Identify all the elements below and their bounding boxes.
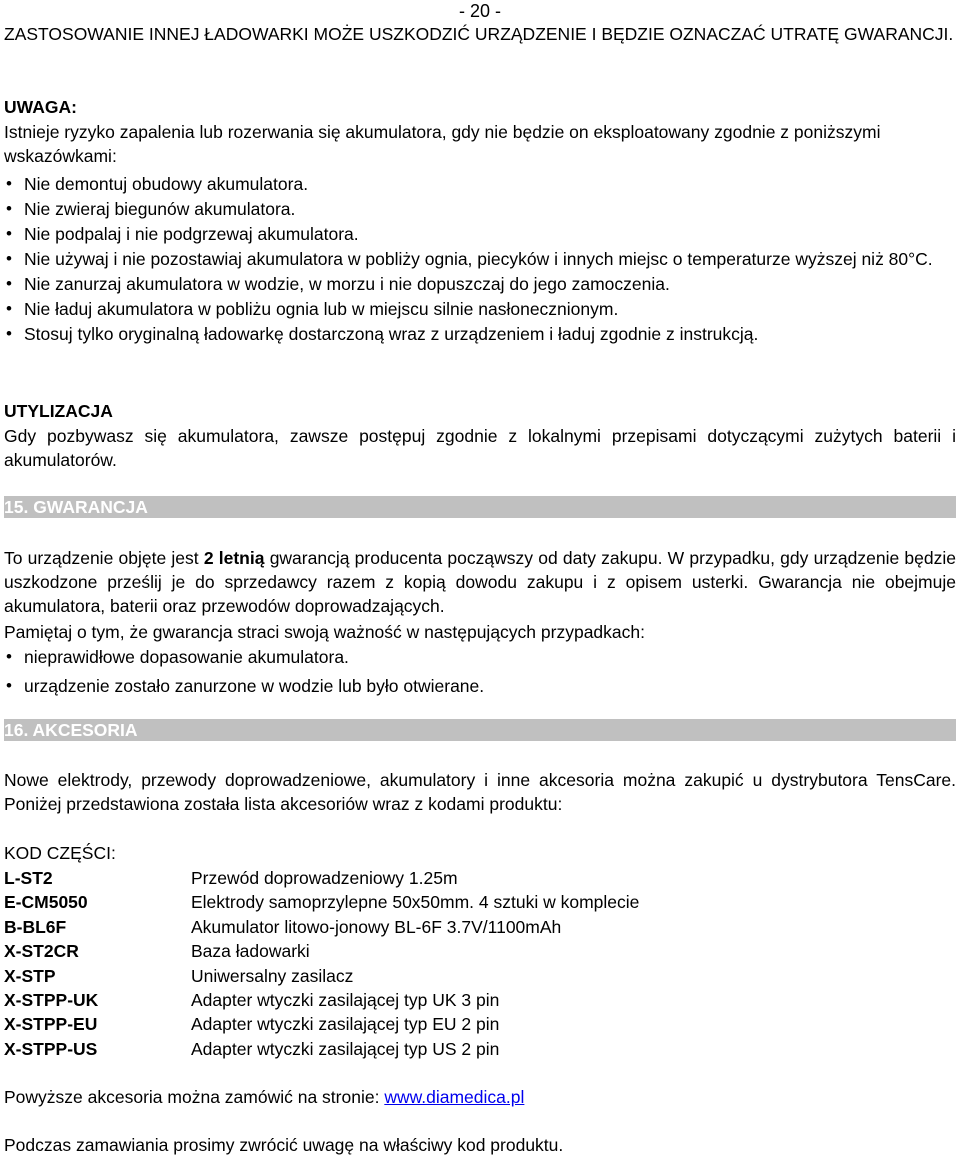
part-code: L-ST2 <box>4 868 53 888</box>
part-code: X-STPP-US <box>4 1038 98 1059</box>
part-code-label: KOD CZĘŚCI: <box>4 843 116 863</box>
accessories-text: Nowe elektrody, przewody doprowadzeniowe, akumulatory i inne akcesoria można zakupić u dystrybutora TensCare. Poniżej przedstawiona została lista akcesoriów wraz z kodami produktu: <box>4 770 956 814</box>
disposal-heading: UTYLIZACJA <box>4 401 113 421</box>
order-info <box>4 1085 956 1109</box>
warranty-list <box>4 645 956 698</box>
charger-warning: ZASTOSOWANIE INNEJ ŁADOWARKI MOŻE USZKODZIĆ URZĄDZENIE I BĘDZIE OZNACZAĆ UTRATĘ GWARANCJI. <box>4 24 954 44</box>
disposal-text: Gdy pozbywasz się akumulatora, zawsze postępuj zgodnie z lokalnymi przepisami dotyczącymi zużytych baterii i akumulatorów. <box>4 426 956 470</box>
part-description: Adapter wtyczki zasilającej typ UK 3 pin <box>191 989 500 1010</box>
warranty-remember: Pamiętaj o tym, że gwarancja straci swoją ważność w następujących przypadkach: <box>4 622 645 642</box>
list-item: • Nie zwieraj biegunów akumulatora. <box>4 197 956 221</box>
list-item: • urządzenie zostało zanurzone w wodzie lub było otwierane. <box>4 674 956 698</box>
list-item: • Nie zanurzaj akumulatora w wodzie, w morzu i nie dopuszczaj do jego zamoczenia. <box>4 272 956 296</box>
table-row <box>4 939 639 963</box>
section-heading-warranty <box>4 496 956 518</box>
part-description: Przewód doprowadzeniowy 1.25m <box>191 868 458 888</box>
table-row <box>4 866 639 890</box>
part-code: E-CM5050 <box>4 892 88 913</box>
list-item: • nieprawidłowe dopasowanie akumulatora. <box>4 645 956 669</box>
caution-heading: UWAGA: <box>4 97 77 117</box>
table-row <box>4 890 639 914</box>
table-row <box>4 1012 639 1036</box>
section-title: 16. AKCESORIA <box>4 720 138 740</box>
website-link[interactable]: www.diamedica.pl <box>384 1087 525 1107</box>
warranty-text <box>4 546 956 618</box>
parts-table <box>4 866 639 1061</box>
warranty-exclusion: Gwarancja nie obejmuje akumulatora, baterii oraz przewodów doprowadzających. <box>4 572 956 616</box>
order-text: Powyższe akcesoria można zamówić na stronie: <box>4 1087 380 1107</box>
section-title: 15. GWARANCJA <box>4 497 148 517</box>
part-code: X-ST2CR <box>4 941 79 962</box>
table-row <box>4 1037 639 1061</box>
warranty-text-part: gwarancją producenta począwszy od daty zakupu. W przypadku, gdy urządzenie będzie uszkodzone prześlij je do sprzedawcy razem z kopią dowodu zakupu i z opisem usterki. <box>4 548 956 592</box>
table-row <box>4 964 639 988</box>
part-description: Elektrody samoprzylepne 50x50mm. 4 sztuki w komplecie <box>191 892 640 913</box>
list-item: • Nie używaj i nie pozostawiaj akumulatora w pobliży ognia, piecyków i innych miejsc o temperaturze wyższej niż 80°C. <box>4 247 956 271</box>
part-code: X-STP <box>4 965 56 986</box>
page-number: - 20 - <box>458 1 501 21</box>
warranty-period: 2 letnią <box>203 548 265 568</box>
order-note: Podczas zamawiania prosimy zwrócić uwagę na właściwy kod produktu. <box>4 1135 564 1155</box>
table-row <box>4 988 639 1012</box>
part-description: Baza ładowarki <box>191 941 310 962</box>
part-code: B-BL6F <box>4 916 67 937</box>
part-code: X-STPP-EU <box>4 1014 98 1035</box>
list-item: • Stosuj tylko oryginalną ładowarkę dostarczoną wraz z urządzeniem i ładuj zgodnie z instrukcją. <box>4 322 956 346</box>
warranty-text-part: To urządzenie objęte jest <box>4 548 199 568</box>
part-description: Akumulator litowo-jonowy BL-6F 3.7V/1100mAh <box>191 916 562 937</box>
table-row <box>4 915 639 939</box>
caution-list <box>4 172 956 346</box>
part-description: Adapter wtyczki zasilającej typ EU 2 pin <box>191 1014 500 1035</box>
part-description: Adapter wtyczki zasilającej typ US 2 pin <box>191 1038 500 1059</box>
part-description: Uniwersalny zasilacz <box>191 965 354 986</box>
list-item: • Nie ładuj akumulatora w pobliżu ognia lub w miejscu silnie nasłonecznionym. <box>4 297 956 321</box>
list-item: • Nie demontuj obudowy akumulatora. <box>4 172 956 196</box>
part-code: X-STPP-UK <box>4 989 99 1010</box>
section-heading-accessories <box>4 719 956 741</box>
caution-intro: Istnieje ryzyko zapalenia lub rozerwania się akumulatora, gdy nie będzie on eksploatowany zgodnie z poniższymi wskazówkami: <box>4 122 881 166</box>
list-item: • Nie podpalaj i nie podgrzewaj akumulatora. <box>4 222 956 246</box>
